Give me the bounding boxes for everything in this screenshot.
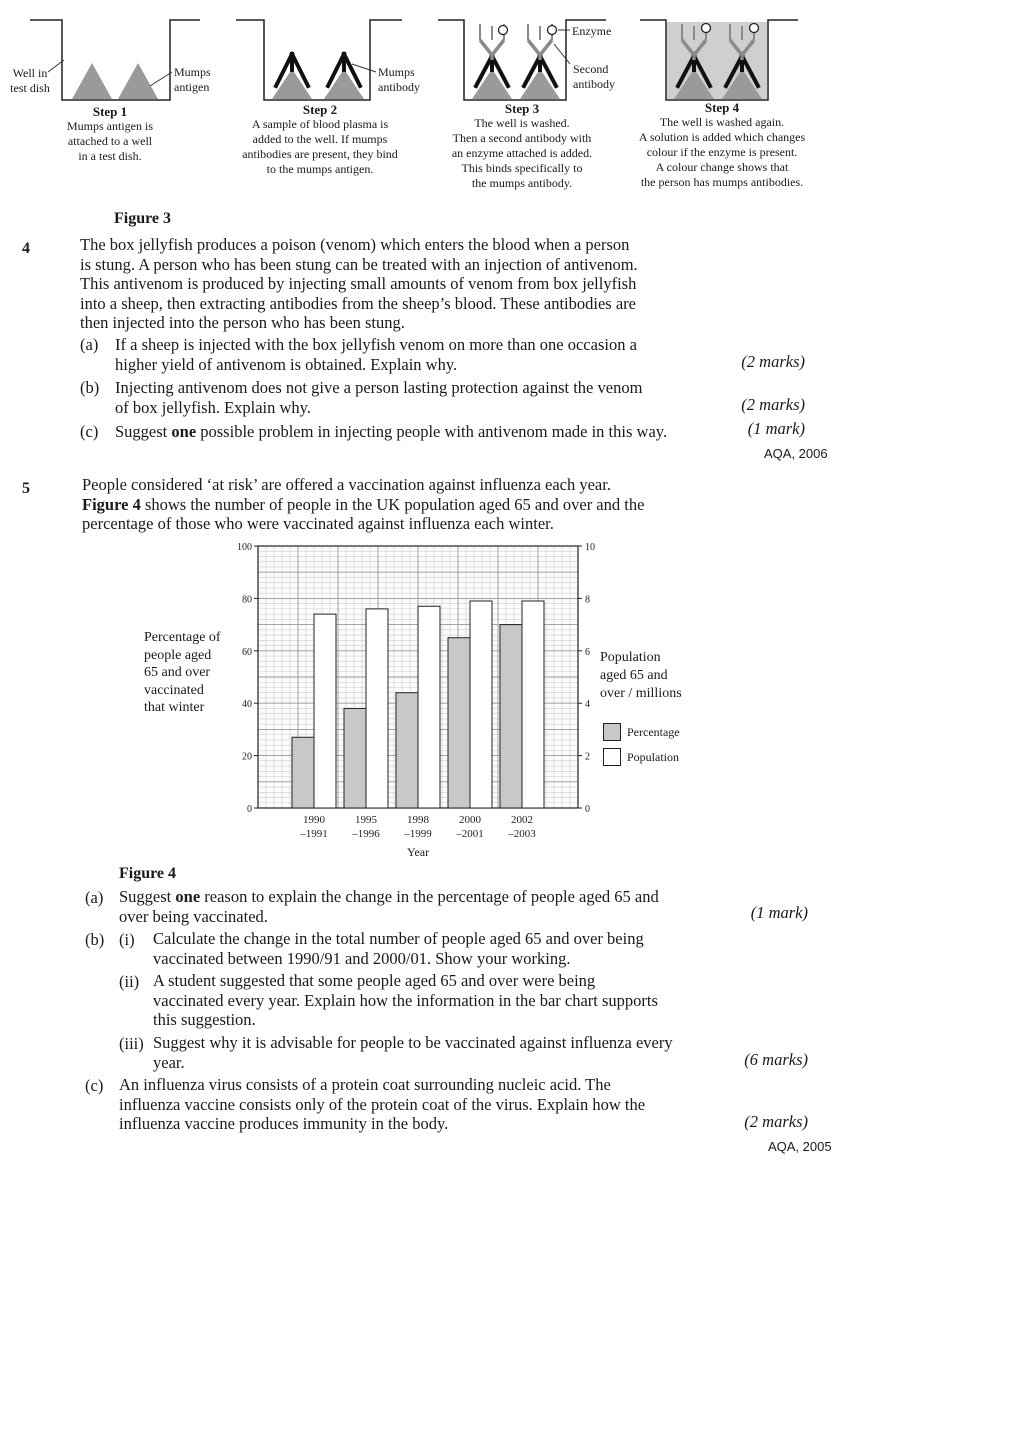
x-tick-label: 2002: [511, 814, 533, 826]
q5-intro-figref: Figure 4: [82, 494, 141, 514]
step-title: Step 3: [504, 101, 540, 116]
figure4-caption: Figure 4: [119, 865, 177, 882]
ylabel-right: [600, 649, 682, 703]
q5a-text: [119, 887, 659, 926]
ylabel-left-line: that winter: [144, 700, 205, 715]
q5-intro-line2: [82, 495, 644, 515]
bar-population: [314, 614, 336, 808]
q5c-tag: (c): [85, 1076, 104, 1095]
label-well: [2, 66, 58, 96]
step-2-text: [222, 102, 418, 177]
q5b-marks: (6 marks): [744, 1050, 808, 1069]
q5c-line: influenza vaccine consists only of the protein coat of the virus. Explain how the: [119, 1094, 646, 1114]
q4b-tag: (b): [80, 378, 100, 397]
step-line: the person has mumps antibodies.: [640, 175, 804, 189]
ylabel-right-line: aged 65 and: [600, 668, 668, 683]
q4b-marks: (2 marks): [741, 395, 805, 414]
x-tick-label: 1998: [407, 814, 429, 826]
q5bi-line: vaccinated between 1990/91 and 2000/01. Show your working.: [153, 948, 571, 968]
q5biii-line: Suggest why it is advisable for people to be vaccinated against influenza every: [153, 1033, 673, 1052]
step-1-text: [40, 104, 180, 164]
left-tick-label: 20: [242, 751, 252, 763]
step-line: in a test dish.: [78, 149, 142, 163]
left-tick-label: 40: [242, 699, 252, 711]
label-antigen-line: Mumps: [174, 65, 211, 79]
label-antibody: [378, 65, 420, 95]
q4b-line: of box jellyfish. Explain why.: [115, 397, 311, 417]
right-tick-label: 6: [585, 646, 590, 658]
right-tick-label: 2: [585, 751, 590, 763]
step-line: attached to a well: [67, 134, 153, 148]
x-tick-label: 2000: [459, 814, 481, 826]
q5bii-text: [153, 971, 658, 1030]
legend-swatch-percentage: [603, 723, 621, 741]
q4a-tag: (a): [80, 335, 99, 354]
label-second-line: Second: [573, 62, 609, 76]
q4b-text: [115, 378, 642, 417]
q4c-text: [115, 422, 667, 442]
q4c-bold: one: [171, 422, 197, 441]
bar-population: [470, 601, 492, 808]
step-title: Step 4: [704, 100, 740, 115]
enzyme-4b: [750, 24, 759, 33]
q4a-marks: (2 marks): [741, 352, 805, 371]
step-line: an enzyme attached is added.: [451, 146, 593, 160]
x-tick-label: –1991: [300, 828, 328, 840]
step-line: A colour change shows that: [655, 160, 789, 174]
q5a-line2: over being vaccinated.: [119, 906, 268, 926]
left-tick-label: 60: [242, 646, 252, 658]
step-line: the mumps antibody.: [471, 176, 573, 190]
ylabel-left-line: vaccinated: [144, 682, 204, 698]
step-line: A solution is added which changes: [638, 130, 806, 144]
x-tick-label: 1995: [355, 814, 377, 826]
x-tick-label: 1990: [303, 814, 325, 826]
legend-swatch-population: [603, 748, 621, 766]
bar-percentage: [292, 737, 314, 808]
bar-percentage: [396, 693, 418, 808]
q4b-line: Injecting antivenom does not give a person lasting protection against the venom: [115, 378, 643, 397]
q5bii-tag: (ii): [119, 972, 140, 991]
left-tick-label: 0: [247, 804, 252, 815]
legend-label: Population: [627, 749, 680, 764]
bar-percentage: [448, 638, 470, 808]
step-4-text: [620, 100, 824, 190]
second-antibody-3a: [480, 40, 504, 60]
q5bii-line: A student suggested that some people aged 65 and over were being: [153, 971, 596, 990]
q4c-marks: (1 mark): [747, 419, 805, 438]
ylabel-right-line: over / millions: [600, 686, 682, 701]
label-enzyme: Enzyme: [572, 24, 612, 38]
q4-intro-line: is stung. A person who has been stung can be treated with an injection of antivenom.: [80, 254, 638, 274]
label-antibody-line: Mumps: [378, 65, 415, 79]
step-line: Mumps antigen is: [67, 119, 153, 133]
q4-intro: [80, 235, 638, 333]
q4-intro-line: into a sheep, then extracting antibodies from the sheep’s blood. These antibodies are: [80, 293, 636, 313]
q4-source: AQA, 2006: [764, 446, 828, 461]
q4c-pre: Suggest: [115, 422, 172, 441]
q5bi-line: Calculate the change in the total number of people aged 65 and over being: [153, 929, 644, 948]
q4a-text: [115, 335, 637, 374]
step-line: A sample of blood plasma is: [251, 117, 389, 131]
figure3-diagram: [0, 0, 1024, 110]
label-antibody-line: antibody: [378, 80, 420, 94]
step-title: Step 1: [92, 104, 128, 119]
bar-percentage: [500, 625, 522, 808]
q5biii-text: [153, 1033, 673, 1072]
bar-population: [522, 601, 544, 808]
step-line: The well is washed again.: [659, 115, 785, 129]
bar-population: [366, 609, 388, 808]
q5b-tag: (b): [85, 930, 105, 949]
q5a-marks: (1 mark): [750, 903, 808, 922]
x-tick-label: –2003: [508, 828, 536, 840]
enzyme-4a: [702, 24, 711, 33]
ylabel-left-line: Percentage of: [144, 630, 221, 645]
step-line: The well is washed.: [474, 116, 570, 130]
right-tick-label: 4: [585, 699, 590, 711]
label-second-line: antibody: [573, 77, 615, 91]
label-well-line: test dish: [10, 81, 50, 95]
q5bii-line: vaccinated every year. Explain how the information in the bar chart supports: [153, 990, 658, 1010]
ylabel-left-line: people aged: [144, 647, 212, 663]
q5biii-line: year.: [153, 1052, 185, 1072]
q5-source: AQA, 2005: [768, 1139, 832, 1154]
ylabel-right-line: Population: [600, 650, 661, 665]
right-tick-label: 8: [585, 594, 590, 606]
q4c-post: possible problem in injecting people with antivenom made in this way.: [196, 422, 668, 441]
q5-intro-line: percentage of those who were vaccinated against influenza each winter.: [82, 514, 554, 533]
x-tick-label: –1999: [404, 828, 432, 840]
q5a-tag: (a): [85, 888, 104, 907]
chart-legend: [603, 723, 680, 766]
q4-intro-line: This antivenom is produced by injecting small amounts of venom from box jellyfish: [80, 274, 637, 293]
ylabel-left-line: 65 and over: [144, 665, 211, 680]
step-line: colour if the enzyme is present.: [646, 145, 798, 159]
q5c-text: [119, 1075, 645, 1134]
q5c-line: An influenza virus consists of a protein coat surrounding nucleic acid. The: [119, 1075, 611, 1094]
q5a-bold: one: [175, 887, 201, 906]
q5c-line: influenza vaccine produces immunity in the body.: [119, 1114, 449, 1133]
label-antigen-line: antigen: [174, 80, 210, 94]
step-line: This binds specifically to: [461, 161, 583, 175]
step-line: added to the well. If mumps: [252, 132, 388, 146]
right-tick-label: 10: [585, 542, 595, 553]
left-tick-label: 80: [242, 594, 252, 606]
step-line: to the mumps antigen.: [266, 162, 374, 176]
q5bi-text: [153, 929, 644, 968]
bar-population: [418, 606, 440, 808]
legend-item-population: [603, 748, 680, 766]
step-line: Then a second antibody with: [452, 131, 592, 145]
q5bi-tag: (i): [119, 930, 135, 949]
right-tick-label: 0: [585, 804, 590, 815]
x-tick-label: –1996: [352, 828, 380, 840]
legend-item-percentage: [603, 723, 680, 741]
x-tick-label: –2001: [456, 828, 484, 840]
step-title: Step 2: [302, 102, 338, 117]
q5-intro-rest: shows the number of people in the UK population aged 65 and over and the: [140, 494, 645, 514]
q5biii-tag: (iii): [119, 1034, 144, 1053]
q5-number: 5: [22, 480, 30, 497]
left-tick-label: 100: [237, 542, 252, 553]
q4c-tag: (c): [80, 422, 99, 441]
q4-intro-line: then injected into the person who has been stung.: [80, 313, 405, 332]
legend-label: Percentage: [627, 724, 680, 739]
step-3-text: [428, 101, 616, 191]
q5a-line1: [119, 887, 659, 907]
q4-intro-line: The box jellyfish produces a poison (venom) which enters the blood when a person: [80, 235, 630, 254]
xlabel: Year: [407, 845, 430, 859]
step-line: antibodies are present, they bind: [242, 147, 398, 161]
second-antibody-3b: [528, 40, 552, 60]
antigen-1a: [72, 63, 112, 99]
q5a-post: reason to explain the change in the percentage of people aged 65 and: [200, 887, 659, 906]
q4-number: 4: [22, 240, 30, 257]
q5bii-line: this suggestion.: [153, 1010, 256, 1029]
enzyme-3a: [499, 26, 508, 35]
q5a-pre: Suggest: [119, 887, 176, 906]
label-second-antibody: [573, 62, 615, 92]
q5-intro-line: People considered ‘at risk’ are offered a vaccination against influenza each year.: [82, 475, 611, 494]
antigen-1b: [118, 63, 158, 99]
label-well-line: Well in: [12, 66, 48, 80]
q5-intro: [82, 475, 644, 534]
q5c-marks: (2 marks): [744, 1112, 808, 1131]
label-antigen: [174, 65, 211, 95]
bar-percentage: [344, 708, 366, 808]
q4a-line: higher yield of antivenom is obtained. Explain why.: [115, 354, 458, 374]
enzyme-3b: [548, 26, 557, 35]
figure3-caption: Figure 3: [114, 210, 172, 227]
ylabel-left: [144, 629, 221, 717]
q4a-line: If a sheep is injected with the box jellyfish venom on more than one occasion a: [115, 335, 637, 354]
